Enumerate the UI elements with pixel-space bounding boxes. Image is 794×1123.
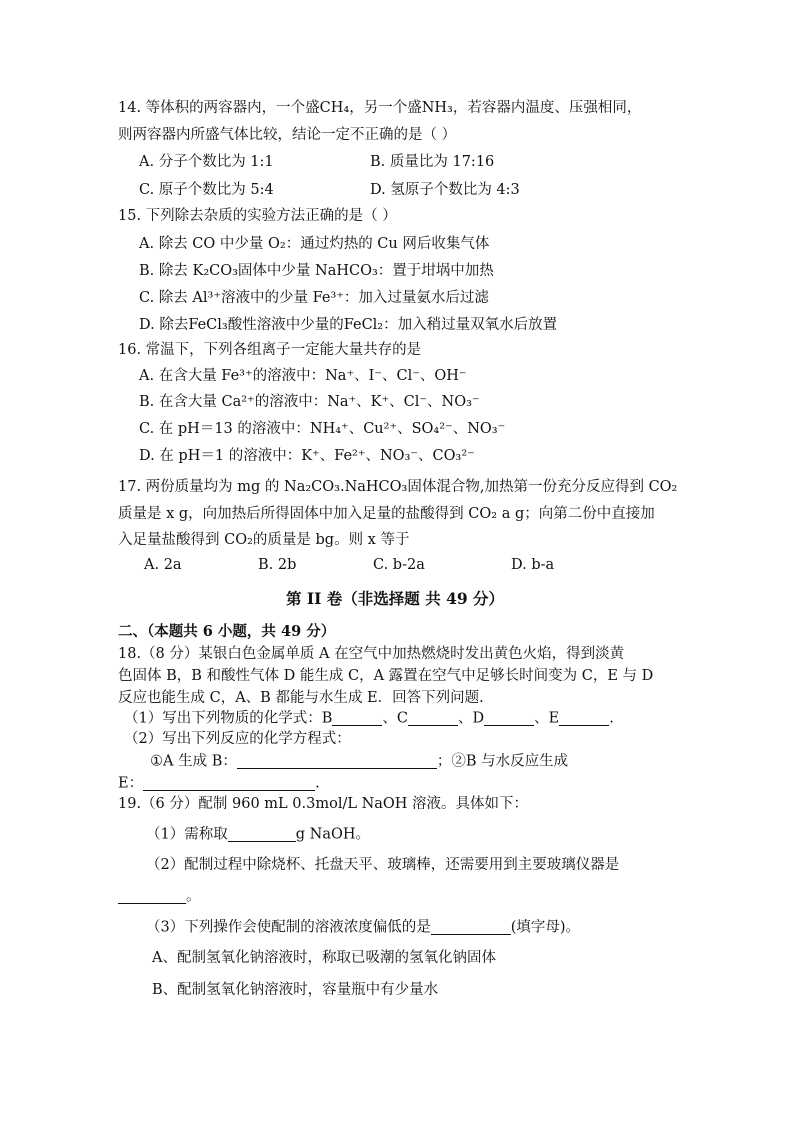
q14-option-b: B. 质量比为 17:16: [370, 154, 495, 170]
q19-line1: 19.（6 分）配制 960 mL 0.3mol/L NaOH 溶液。具体如下：: [118, 796, 529, 812]
q19-blank-mass[interactable]: [228, 827, 296, 842]
q19-sub2-answer-line: [118, 889, 201, 904]
q18-sub2-a-label: ①A 生成 B：: [150, 753, 237, 770]
q14-stem-line2: 则两容器内所盛气体比较，结论一定不正确的是（ ）: [118, 127, 457, 143]
q14-option-a: A. 分子个数比为 1:1: [139, 154, 274, 170]
part2-title: 第 II 卷（非选择题 共 49 分）: [286, 589, 505, 608]
q19-option-a: A、配制氢氧化钠溶液时，称取已吸潮的氢氧化钠固体: [152, 950, 496, 966]
q18-line1: 18.（8 分）某银白色金属单质 A 在空气中加热燃烧时发出黄色火焰，得到淡黄: [118, 646, 625, 662]
q18-blank-a-to-b[interactable]: [237, 754, 437, 769]
q18-blank-b-to-e[interactable]: [143, 776, 315, 791]
q19-sub1-prefix: （1）需称取: [146, 826, 228, 843]
q19-sub2-end: 。: [186, 888, 201, 905]
q18-sub2-reactions: [150, 754, 568, 769]
q14-stem-line1: 14. 等体积的两容器内，一个盛CH₄，另一个盛NH₃，若容器内温度、压强相同，: [118, 100, 642, 116]
q18-sub1-e-label: 、E: [534, 710, 560, 727]
part2-section-heading: 二、（本题共 6 小题，共 49 分）: [118, 623, 336, 640]
q17-option-b: B. 2b: [258, 557, 297, 573]
q18-sub2-e-label: E：: [118, 775, 144, 792]
q19-option-b: B、配制氢氧化钠溶液时，容量瓶中有少量水: [152, 982, 439, 998]
q19-sub3-suffix: (填字母)。: [510, 919, 581, 936]
q17-stem-line3: 入足量盐酸得到 CO₂的质量是 bg。则 x 等于: [118, 532, 410, 548]
q15-option-c: C. 除去 Al³⁺溶液中的少量 Fe³⁺：加入过量氨水后过滤: [139, 290, 489, 306]
q18-sub1-c-label: 、C: [382, 710, 408, 727]
q18-line3: 反应也能生成 C，A、B 都能与水生成 E．回答下列问题.: [118, 690, 484, 706]
q16-option-b: B. 在含大量 Ca²⁺的溶液中：Na⁺、K⁺、Cl⁻、NO₃⁻: [139, 394, 480, 410]
q19-sub3-prefix: （3）下列操作会使配制的溶液浓度偏低的是: [146, 919, 431, 936]
q18-sub2-end: .: [315, 775, 320, 792]
q18-blank-d[interactable]: [484, 711, 534, 726]
q18-sub1-prefix: （1）写出下列物质的化学式：B: [124, 710, 333, 727]
q19-sub1-suffix: g NaOH。: [295, 826, 370, 843]
q18-blank-c[interactable]: [408, 711, 458, 726]
q15-option-a: A. 除去 CO 中少量 O₂：通过灼热的 Cu 网后收集气体: [139, 236, 490, 252]
q15-option-d: D. 除去FeCl₃酸性溶液中少量的FeCl₂：加入稍过量双氧水后放置: [139, 317, 558, 333]
q14-option-d: D. 氢原子个数比为 4:3: [370, 182, 520, 198]
q19-sub2: （2）配制过程中除烧杯、托盘天平、玻璃棒，还需要用到主要玻璃仪器是: [146, 857, 620, 873]
q16-stem: 16. 常温下，下列各组离子一定能大量共存的是: [118, 342, 422, 358]
q17-stem-line2: 质量是 x g，向加热后所得固体中加入足量的盐酸得到 CO₂ a g；向第二份中直接加: [118, 506, 655, 522]
q17-option-c: C. b-2a: [373, 557, 425, 573]
q18-sub1-end: .: [609, 710, 614, 727]
q19-sub3: [146, 920, 580, 935]
q15-stem: 15. 下列除去杂质的实验方法正确的是（ ）: [118, 208, 397, 224]
q19-blank-choice[interactable]: [431, 920, 511, 935]
q18-sub1-d-label: 、D: [458, 710, 485, 727]
q16-option-c: C. 在 pH＝13 的溶液中：NH₄⁺、Cu²⁺、SO₄²⁻、NO₃⁻: [139, 421, 506, 437]
q16-option-d: D. 在 pH＝1 的溶液中：K⁺、Fe²⁺、NO₃⁻、CO₃²⁻: [139, 448, 475, 464]
q17-stem-line1: 17. 两份质量均为 mg 的 Na₂CO₃.NaHCO₃固体混合物,加热第一份充分反应得到 CO₂: [118, 479, 678, 495]
q17-option-d: D. b-a: [511, 557, 555, 573]
q14-option-c: C. 原子个数比为 5:4: [139, 182, 274, 198]
q15-option-b: B. 除去 K₂CO₃固体中少量 NaHCO₃：置于坩埚中加热: [139, 263, 494, 279]
q18-blank-e[interactable]: [559, 711, 609, 726]
q18-blank-b[interactable]: [332, 711, 382, 726]
q18-sub1: [124, 711, 614, 726]
q19-sub1: [146, 827, 370, 842]
q16-option-a: A. 在含大量 Fe³⁺的溶液中：Na⁺、I⁻、Cl⁻、OH⁻: [139, 368, 467, 384]
q18-sub2-b-label: ；②B 与水反应生成: [436, 753, 569, 770]
q18-line2: 色固体 B，B 和酸性气体 D 能生成 C，A 露置在空气中足够长时间变为 C，E 与 D: [118, 668, 654, 684]
q17-option-a: A. 2a: [144, 557, 182, 573]
q18-sub2-e-line: [118, 776, 320, 791]
q19-blank-instrument[interactable]: [118, 889, 186, 904]
q18-sub2: （2）写出下列反应的化学方程式：: [124, 731, 351, 747]
